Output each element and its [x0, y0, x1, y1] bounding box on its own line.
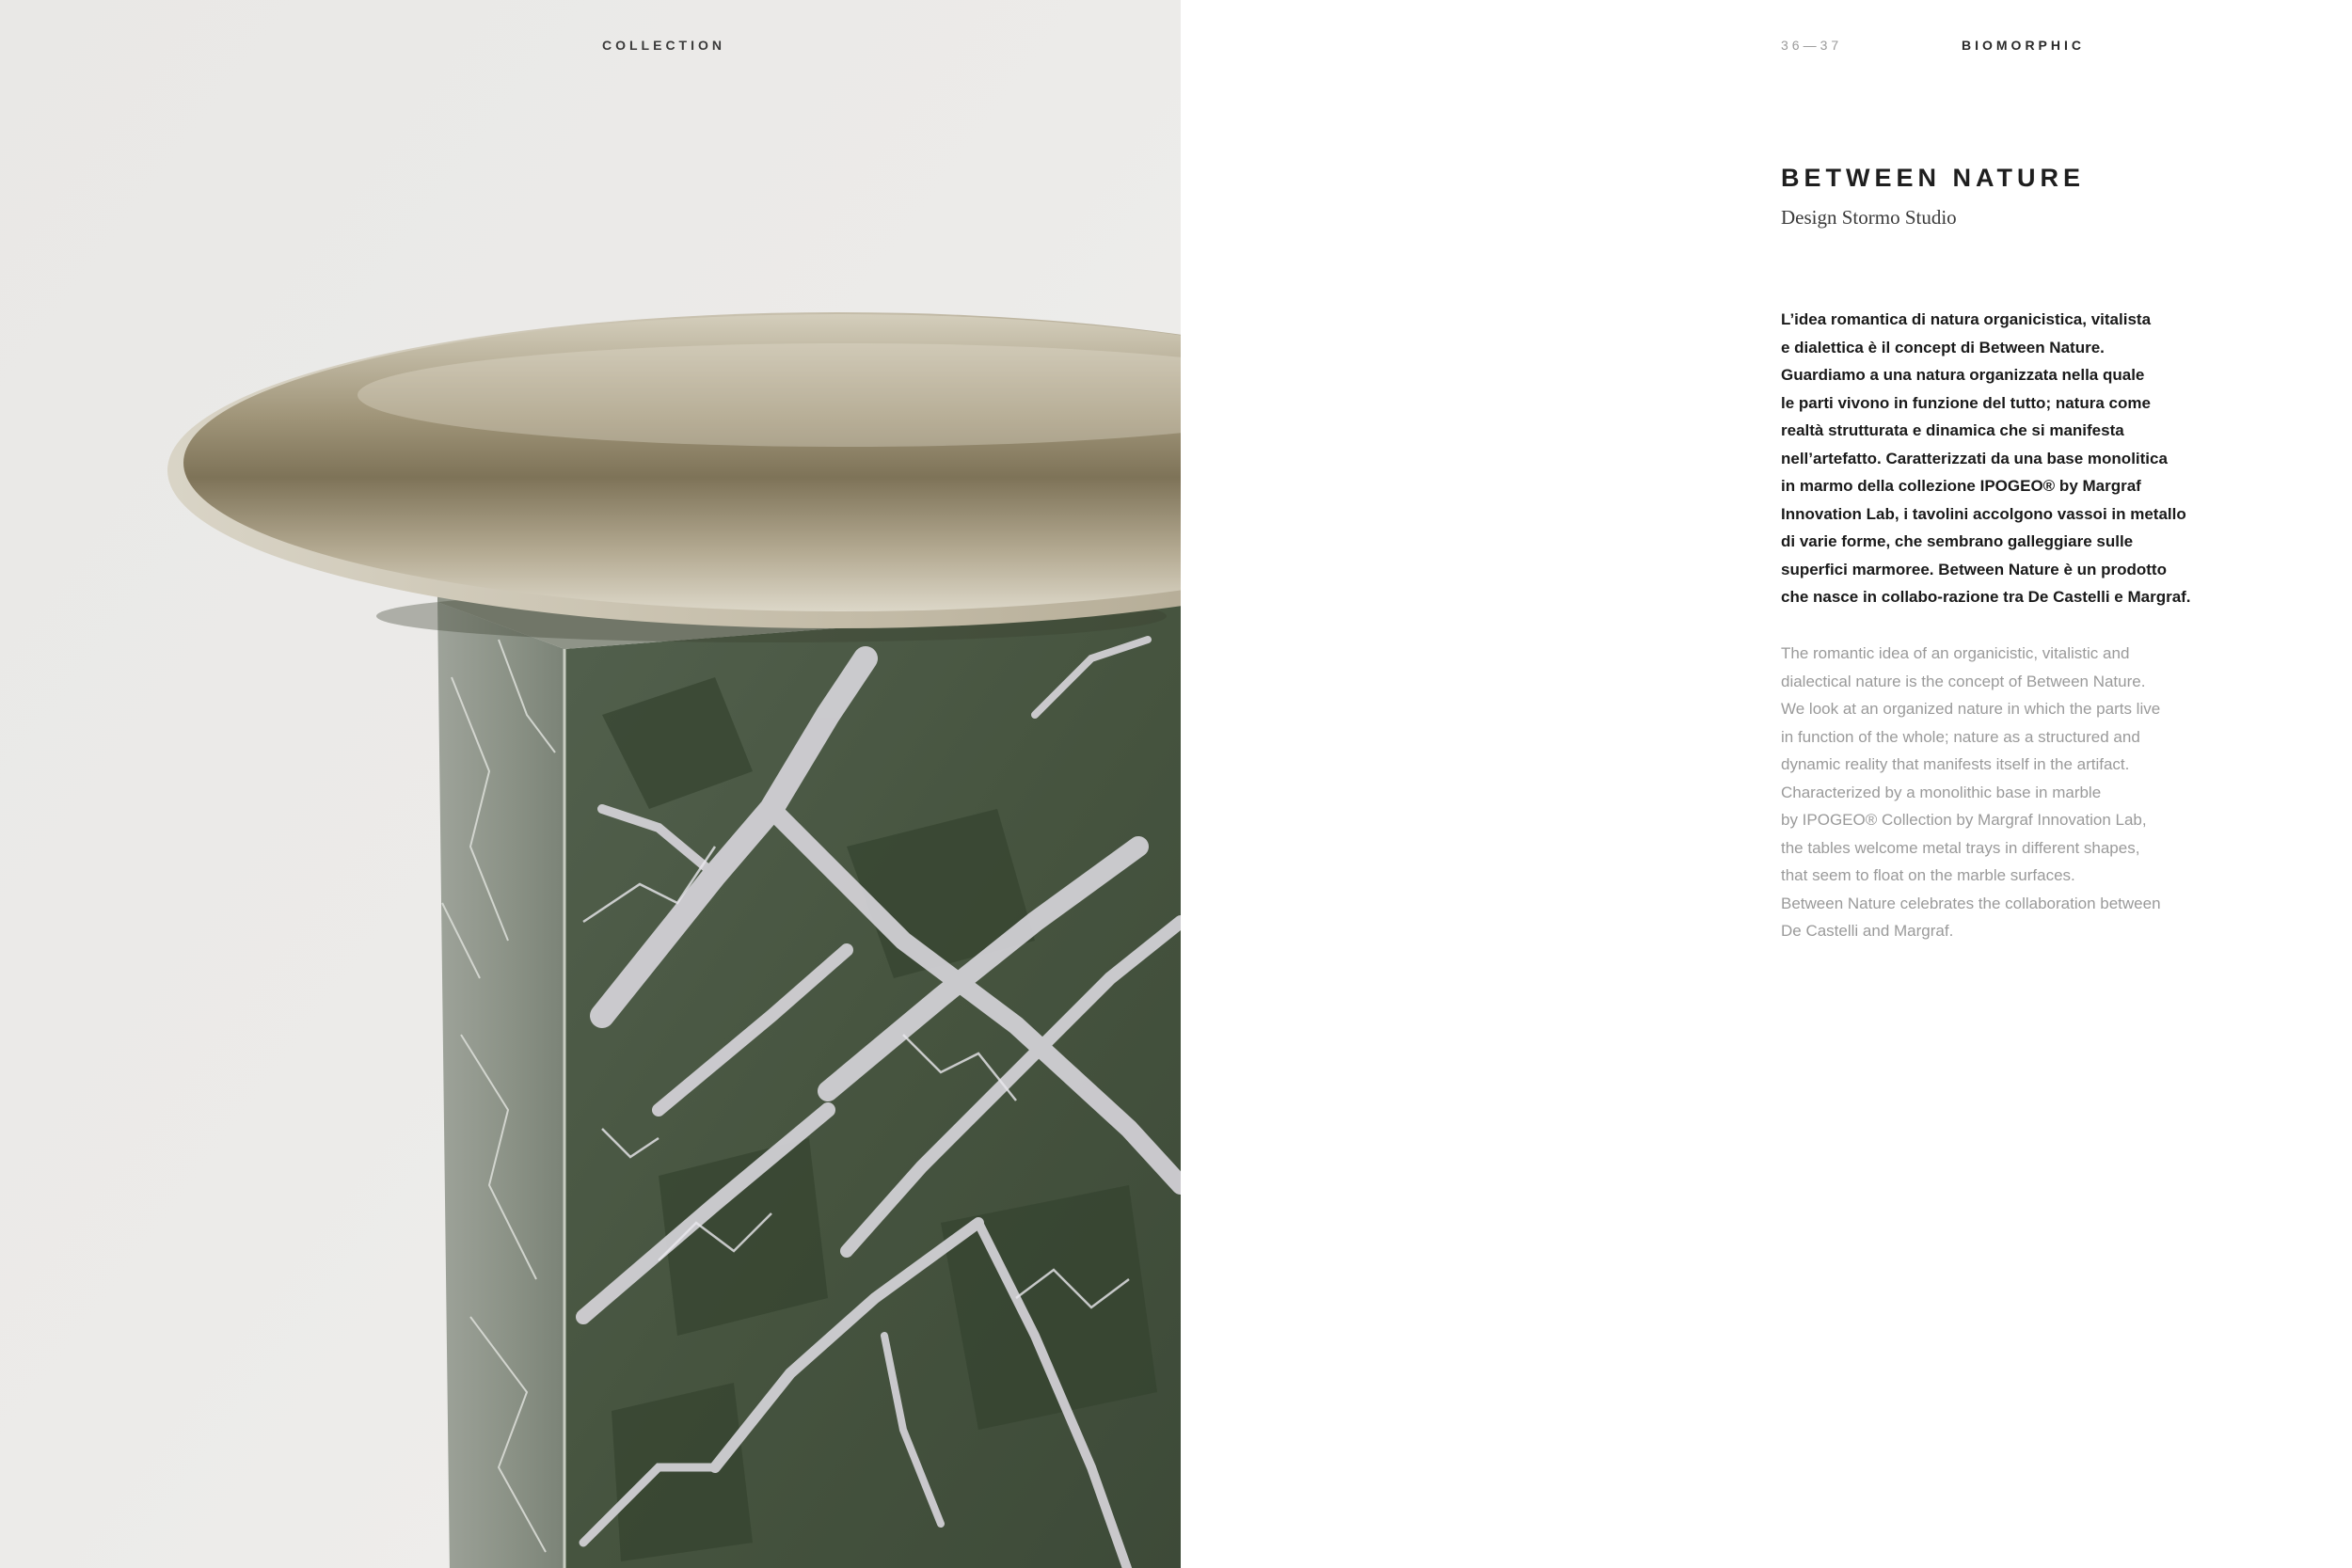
description-line: Characterized by a monolithic base in marble	[1781, 783, 2102, 801]
description-line: le parti vivono in funzione del tutto; natura come	[1781, 393, 2151, 412]
description-line: Between Nature celebrates the collaboration between	[1781, 894, 2161, 912]
product-designer: Design Stormo Studio	[1781, 206, 1957, 229]
description-line: by IPOGEO® Collection by Margraf Innovation Lab,	[1781, 811, 2147, 829]
description-english	[1781, 640, 2161, 945]
description-line: in marmo della collezione IPOGEO® by Margraf	[1781, 477, 2141, 495]
description-line: Guardiamo a una natura organizzata nella quale	[1781, 366, 2145, 384]
collection-label: COLLECTION	[602, 38, 725, 53]
description-line: We look at an organized nature in which the parts live	[1781, 700, 2161, 718]
description-line: che nasce in collabo-razione tra De Castelli e Margraf.	[1781, 588, 2191, 606]
description-line: di varie forme, che sembrano galleggiare sulle	[1781, 532, 2134, 550]
description-line: Innovation Lab, i tavolini accolgono vassoi in metallo	[1781, 504, 2186, 523]
description-line: superfici marmoree. Between Nature è un prodotto	[1781, 560, 2167, 578]
description-line: nell’artefatto. Caratterizzati da una base monolitica	[1781, 449, 2168, 467]
product-title: BETWEEN NATURE	[1781, 164, 2085, 192]
page-range: 36—37	[1781, 38, 1843, 53]
description-line: The romantic idea of an organicistic, vitalistic and	[1781, 644, 2130, 662]
description-line: dynamic reality that manifests itself in the artifact.	[1781, 755, 2130, 773]
description-italian	[1781, 306, 2191, 611]
description-line: dialectical nature is the concept of Between Nature.	[1781, 672, 2146, 690]
description-line: the tables welcome metal trays in different shapes,	[1781, 838, 2140, 857]
description-line: e dialettica è il concept di Between Nature.	[1781, 338, 2105, 356]
section-title: BIOMORPHIC	[1962, 38, 2085, 53]
description-line: realtà strutturata e dinamica che si manifesta	[1781, 421, 2124, 439]
description-line: L’idea romantica di natura organicistica, vitalista	[1781, 310, 2152, 328]
description-line: in function of the whole; nature as a structured and	[1781, 727, 2140, 746]
description-line: that seem to float on the marble surfaces.	[1781, 866, 2075, 884]
description-line: De Castelli and Margraf.	[1781, 922, 1954, 940]
